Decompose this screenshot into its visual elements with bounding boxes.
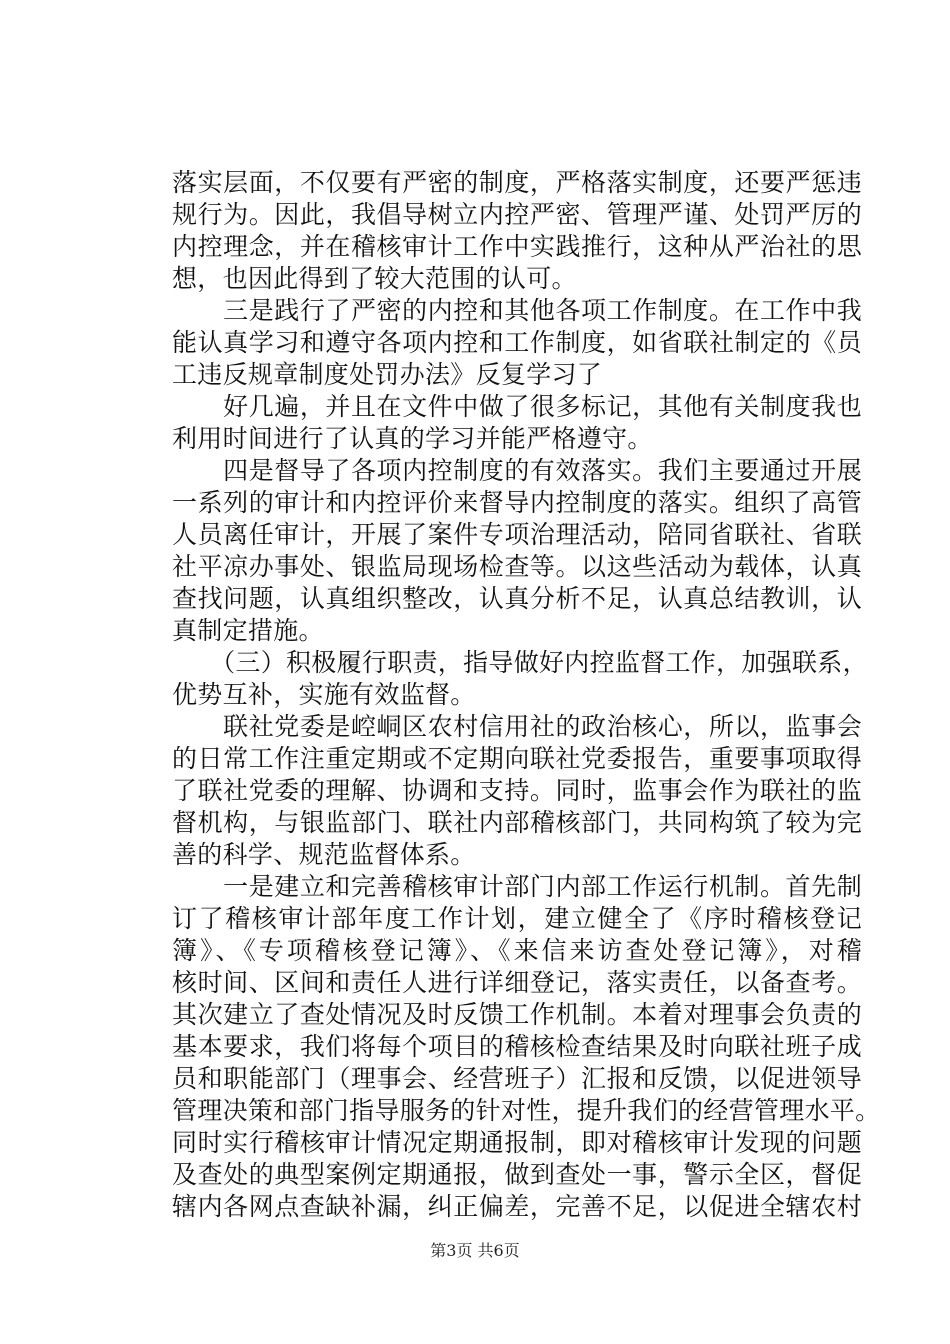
text-line: 利用时间进行了认真的学习并能严格遵守。 [172,424,653,453]
body-text [172,167,881,1223]
text-line: 人员离任审计，开展了案件专项治理活动，陪同省联社、省联 [172,520,862,549]
text-line: 一系列的审计和内控评价来督导内控制度的落实。组织了高管 [172,488,862,517]
text-line: 督机构，与银监部门、联社内部稽核部门，共同构筑了较为完 [172,808,862,837]
text-line: 四是督导了各项内控制度的有效落实。我们主要通过开展 [172,456,862,485]
text-line: 员和职能部门（理事会、经营班子）汇报和反馈，以促进领导 [172,1064,862,1093]
text-line: 的日常工作注重定期或不定期向联社党委报告，重要事项取得 [172,744,862,773]
text-line: 想，也因此得到了较大范围的认可。 [172,264,577,293]
text-line: 辖内各网点查缺补漏，纠正偏差，完善不足，以促进全辖农村 [172,1192,862,1221]
text-line: 其次建立了查处情况及时反馈工作机制。本着对理事会负责的 [172,1000,862,1029]
text-line: 真制定措施。 [172,616,324,645]
text-line: 管理决策和部门指导服务的针对性，提升我们的经营管理水平。 [172,1096,881,1125]
text-line: 落实层面，不仅要有严密的制度，严格落实制度，还要严惩违 [172,168,862,197]
text-line: 规行为。因此，我倡导树立内控严密、管理严谨、处罚严厉的 [172,200,862,229]
text-line: 优势互补，实施有效监督。 [172,680,476,709]
text-line: 同时实行稽核审计情况定期通报制，即对稽核审计发现的问题 [172,1128,862,1157]
text-line: 查找问题，认真组织整改，认真分析不足，认真总结教训，认 [172,584,862,613]
text-line: 内控理念，并在稽核审计工作中实践推行，这种从严治社的思 [172,232,862,261]
text-line: 订了稽核审计部年度工作计划，建立健全了《序时稽核登记 [172,904,862,933]
text-line: 社平凉办事处、银监局现场检查等。以这些活动为载体，认真 [172,552,862,581]
text-line: 好几遍，并且在文件中做了很多标记，其他有关制度我也 [172,392,862,421]
page-number-footer: 第3页 共6页 [430,1241,520,1260]
text-line: 核时间、区间和责任人进行详细登记，落实责任，以备查考。 [172,968,862,997]
text-line: 基本要求，我们将每个项目的稽核检查结果及时向联社班子成 [172,1032,862,1061]
text-line: 三是践行了严密的内控和其他各项工作制度。在工作中我 [172,296,862,325]
text-line: 及查处的典型案例定期通报，做到查处一事，警示全区，督促 [172,1160,862,1189]
text-line: 簿》、《专项稽核登记簿》、《来信来访查处登记簿》，对稽 [172,936,862,965]
text-line: 联社党委是崆峒区农村信用社的政治核心，所以，监事会 [172,712,862,741]
text-line: 一是建立和完善稽核审计部门内部工作运行机制。首先制 [172,872,862,901]
text-line: 善的科学、规范监督体系。 [172,840,476,869]
text-line: （三）积极履行职责，指导做好内控监督工作，加强联系， [172,648,868,677]
text-line: 能认真学习和遵守各项内控和工作制度，如省联社制定的《员 [172,328,862,357]
text-line: 工违反规章制度处罚办法》反复学习了 [172,360,603,389]
text-line: 了联社党委的理解、协调和支持。同时，监事会作为联社的监 [172,776,862,805]
